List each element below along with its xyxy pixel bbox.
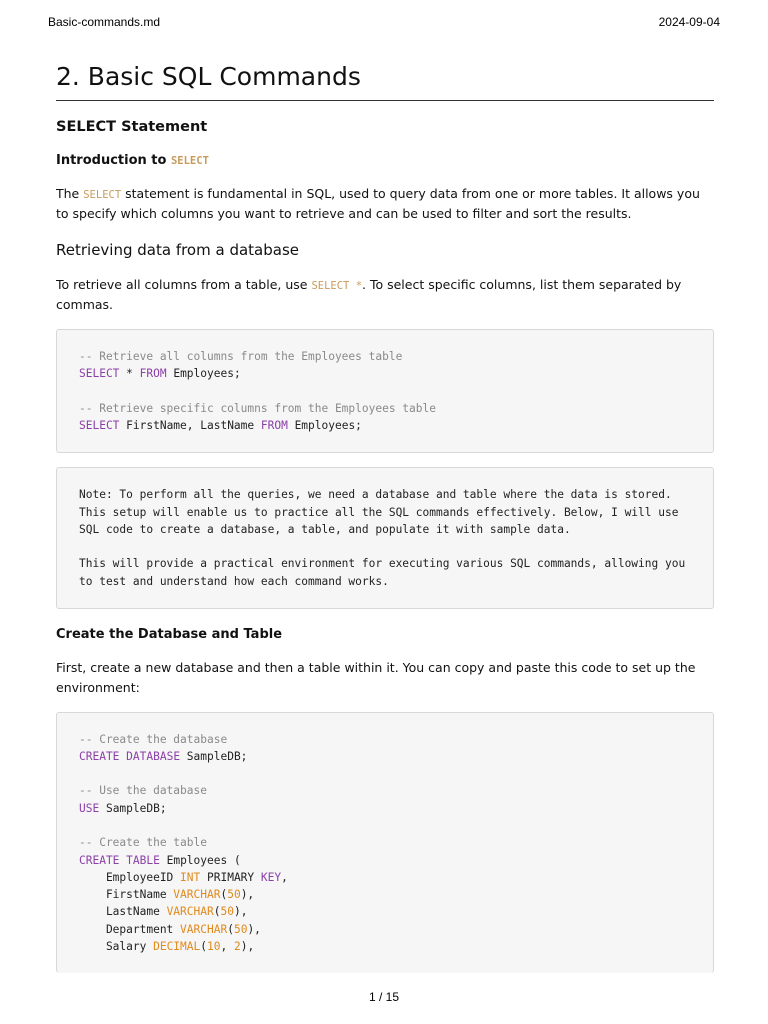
- code-line: CREATE TABLE Employees (: [79, 853, 241, 867]
- note-paragraph: This will provide a practical environment for executing various SQL commands, allowing you to test and understand how each command works.: [79, 557, 686, 588]
- code-blank-line: [79, 817, 691, 834]
- inline-code-select: SELECT: [170, 154, 209, 167]
- code-blank-line: [79, 382, 691, 399]
- code-line: SELECT FirstName, LastName FROM Employees;: [79, 418, 362, 432]
- code-comment: -- Create the table: [79, 836, 207, 850]
- heading-introduction: [56, 153, 714, 168]
- heading-create-database: Create the Database and Table: [56, 627, 283, 643]
- code-line: LastName VARCHAR(50),: [79, 905, 248, 919]
- code-block-select: [56, 329, 714, 453]
- code-line: EmployeeID INT PRIMARY KEY,: [79, 870, 288, 884]
- code-line: FirstName VARCHAR(50),: [79, 888, 255, 902]
- inline-code-select: SELECT: [83, 188, 122, 201]
- paragraph-text: statement is fundamental in SQL, used to query data from one or more tables. It allows you to specify which columns you want to retrieve and can be used to filter and sort the results.: [56, 185, 700, 221]
- paragraph-text: The: [56, 185, 84, 201]
- inline-code-select-star: SELECT *: [311, 280, 363, 293]
- heading-retrieving-data: Retrieving data from a database: [56, 241, 299, 260]
- code-line: Salary DECIMAL(10, 2),: [79, 940, 255, 954]
- heading-select-statement: SELECT Statement: [56, 118, 208, 135]
- code-line: SELECT * FROM Employees;: [79, 367, 241, 381]
- note-block: [56, 467, 714, 609]
- code-line: Department VARCHAR(50),: [79, 922, 261, 936]
- code-blank-line: [79, 765, 691, 782]
- code-block-create: [56, 712, 714, 974]
- document-filename: Basic-commands.md: [48, 15, 161, 29]
- code-comment: -- Use the database: [79, 784, 207, 798]
- code-line: CREATE DATABASE SampleDB;: [79, 749, 248, 763]
- code-comment: -- Create the database: [79, 732, 228, 746]
- page-content: [56, 60, 714, 973]
- paragraph-create: First, create a new database and then a table within it. You can copy and paste this code to set up the environment:: [56, 660, 696, 695]
- paragraph-retrieve: [56, 275, 714, 315]
- heading-intro-text: Introduction to: [56, 152, 171, 168]
- page-title: 2. Basic SQL Commands: [56, 60, 714, 101]
- code-comment: -- Retrieve all columns from the Employees table: [79, 349, 403, 363]
- page-number: 1 / 15: [368, 990, 400, 1004]
- paragraph-text: . To select specific columns, list them separated by commas.: [56, 277, 682, 312]
- paragraph-select-intro: [56, 184, 714, 224]
- document-date: 2024-09-04: [658, 15, 720, 29]
- paragraph-text: To retrieve all columns from a table, use: [56, 277, 312, 293]
- code-comment: -- Retrieve specific columns from the Employees table: [79, 401, 436, 415]
- code-line: USE SampleDB;: [79, 801, 167, 815]
- note-paragraph: Note: To perform all the queries, we need a database and table where the data is stored. This setup will enable us to practice all the SQL commands effectively. Below, I will use SQL code to create a database, a table, and populate it with sample data.: [79, 488, 679, 536]
